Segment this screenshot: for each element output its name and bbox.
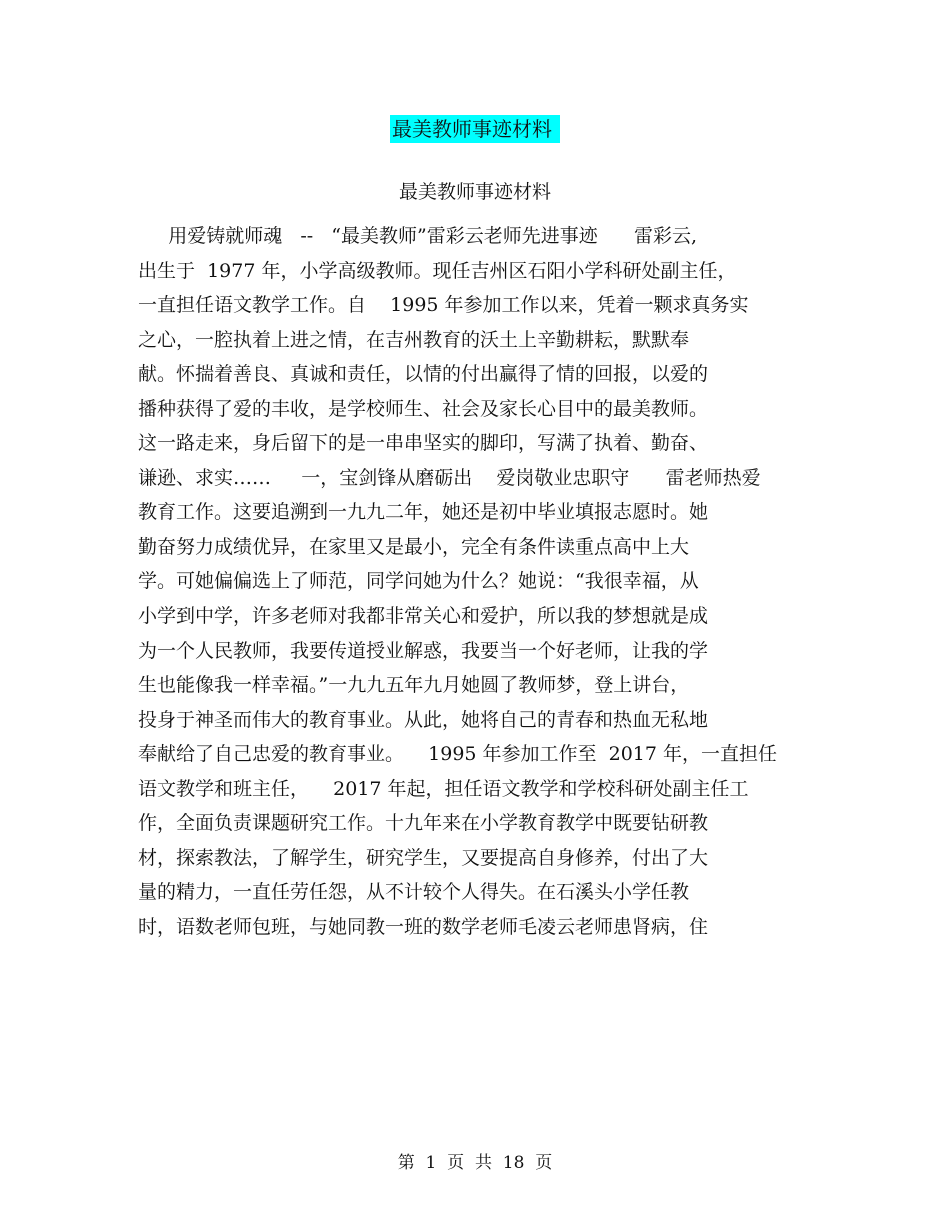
body-line: 量的精力，一直任劳任怨，从不计较个人得失。在石溪头小学任教 [138, 881, 690, 904]
body-line: 用爱铸就师魂 -- “最美教师”雷彩云老师先进事迹 雷彩云, [138, 225, 697, 247]
body-line: 谦逊、求实…… 一，宝剑锋从磨砺出 爱岗敬业忠职守 雷老师热爱 [138, 466, 761, 489]
body-line: 为一个人民教师，我要传道授业解惑，我要当一个好老师，让我的学 [138, 639, 709, 662]
body-line: 一直担任语文教学工作。自 1995 年参加工作以来，凭着一颗求真务实 [138, 294, 749, 317]
body-line: 小学到中学，许多老师对我都非常关心和爱护，所以我的梦想就是成 [138, 605, 709, 628]
body-line: 作，全面负责课题研究工作。十九年来在小学教育教学中既要钻研教 [138, 812, 709, 835]
document-title [0, 114, 950, 144]
body-line: 播种获得了爱的丰收，是学校师生、社会及家长心目中的最美教师。 [138, 397, 709, 420]
document-title-text: 最美教师事迹材料 [390, 115, 560, 143]
body-line: 勤奋努力成绩优异，在家里又是最小，完全有条件读重点高中上大 [138, 535, 690, 558]
page-footer: 第 1 页 共 18 页 [397, 1153, 553, 1173]
body-line: 之心，一腔执着上进之情，在吉州教育的沃土上辛勤耕耘，默默奉 [138, 328, 690, 351]
document-body [138, 219, 818, 944]
document-subtitle: 最美教师事迹材料 [398, 181, 551, 203]
body-line: 时，语数老师包班，与她同教一班的数学老师毛凌云老师患肾病，住 [138, 915, 709, 938]
body-line: 投身于神圣而伟大的教育事业。从此，她将自己的青春和热血无私地 [138, 708, 709, 731]
body-line: 献。怀揣着善良、真诚和责任，以情的付出赢得了情的回报，以爱的 [138, 363, 709, 386]
body-line: 奉献给了自己忠爱的教育事业。 1995 年参加工作至 2017 年，一直担任 [138, 743, 778, 766]
body-line: 学。可她偏偏选上了师范，同学问她为什么？她说：“我很幸福，从 [138, 570, 699, 593]
body-line: 这一路走来，身后留下的是一串串坚实的脚印，写满了执着、勤奋、 [138, 432, 709, 455]
body-line: 生也能像我一样幸福。”一九九五年九月她圆了教师梦，登上讲台， [138, 674, 690, 697]
body-line: 教育工作。这要追溯到一九九二年，她还是初中毕业填报志愿时。她 [138, 501, 709, 524]
body-line: 出生于 1977 年，小学高级教师。现任吉州区石阳小学科研处副主任， [138, 259, 737, 282]
body-line: 材，探索教法，了解学生，研究学生，又要提高自身修养，付出了大 [138, 846, 709, 869]
body-line: 语文教学和班主任， 2017 年起，担任语文教学和学校科研处副主任工 [138, 777, 749, 800]
